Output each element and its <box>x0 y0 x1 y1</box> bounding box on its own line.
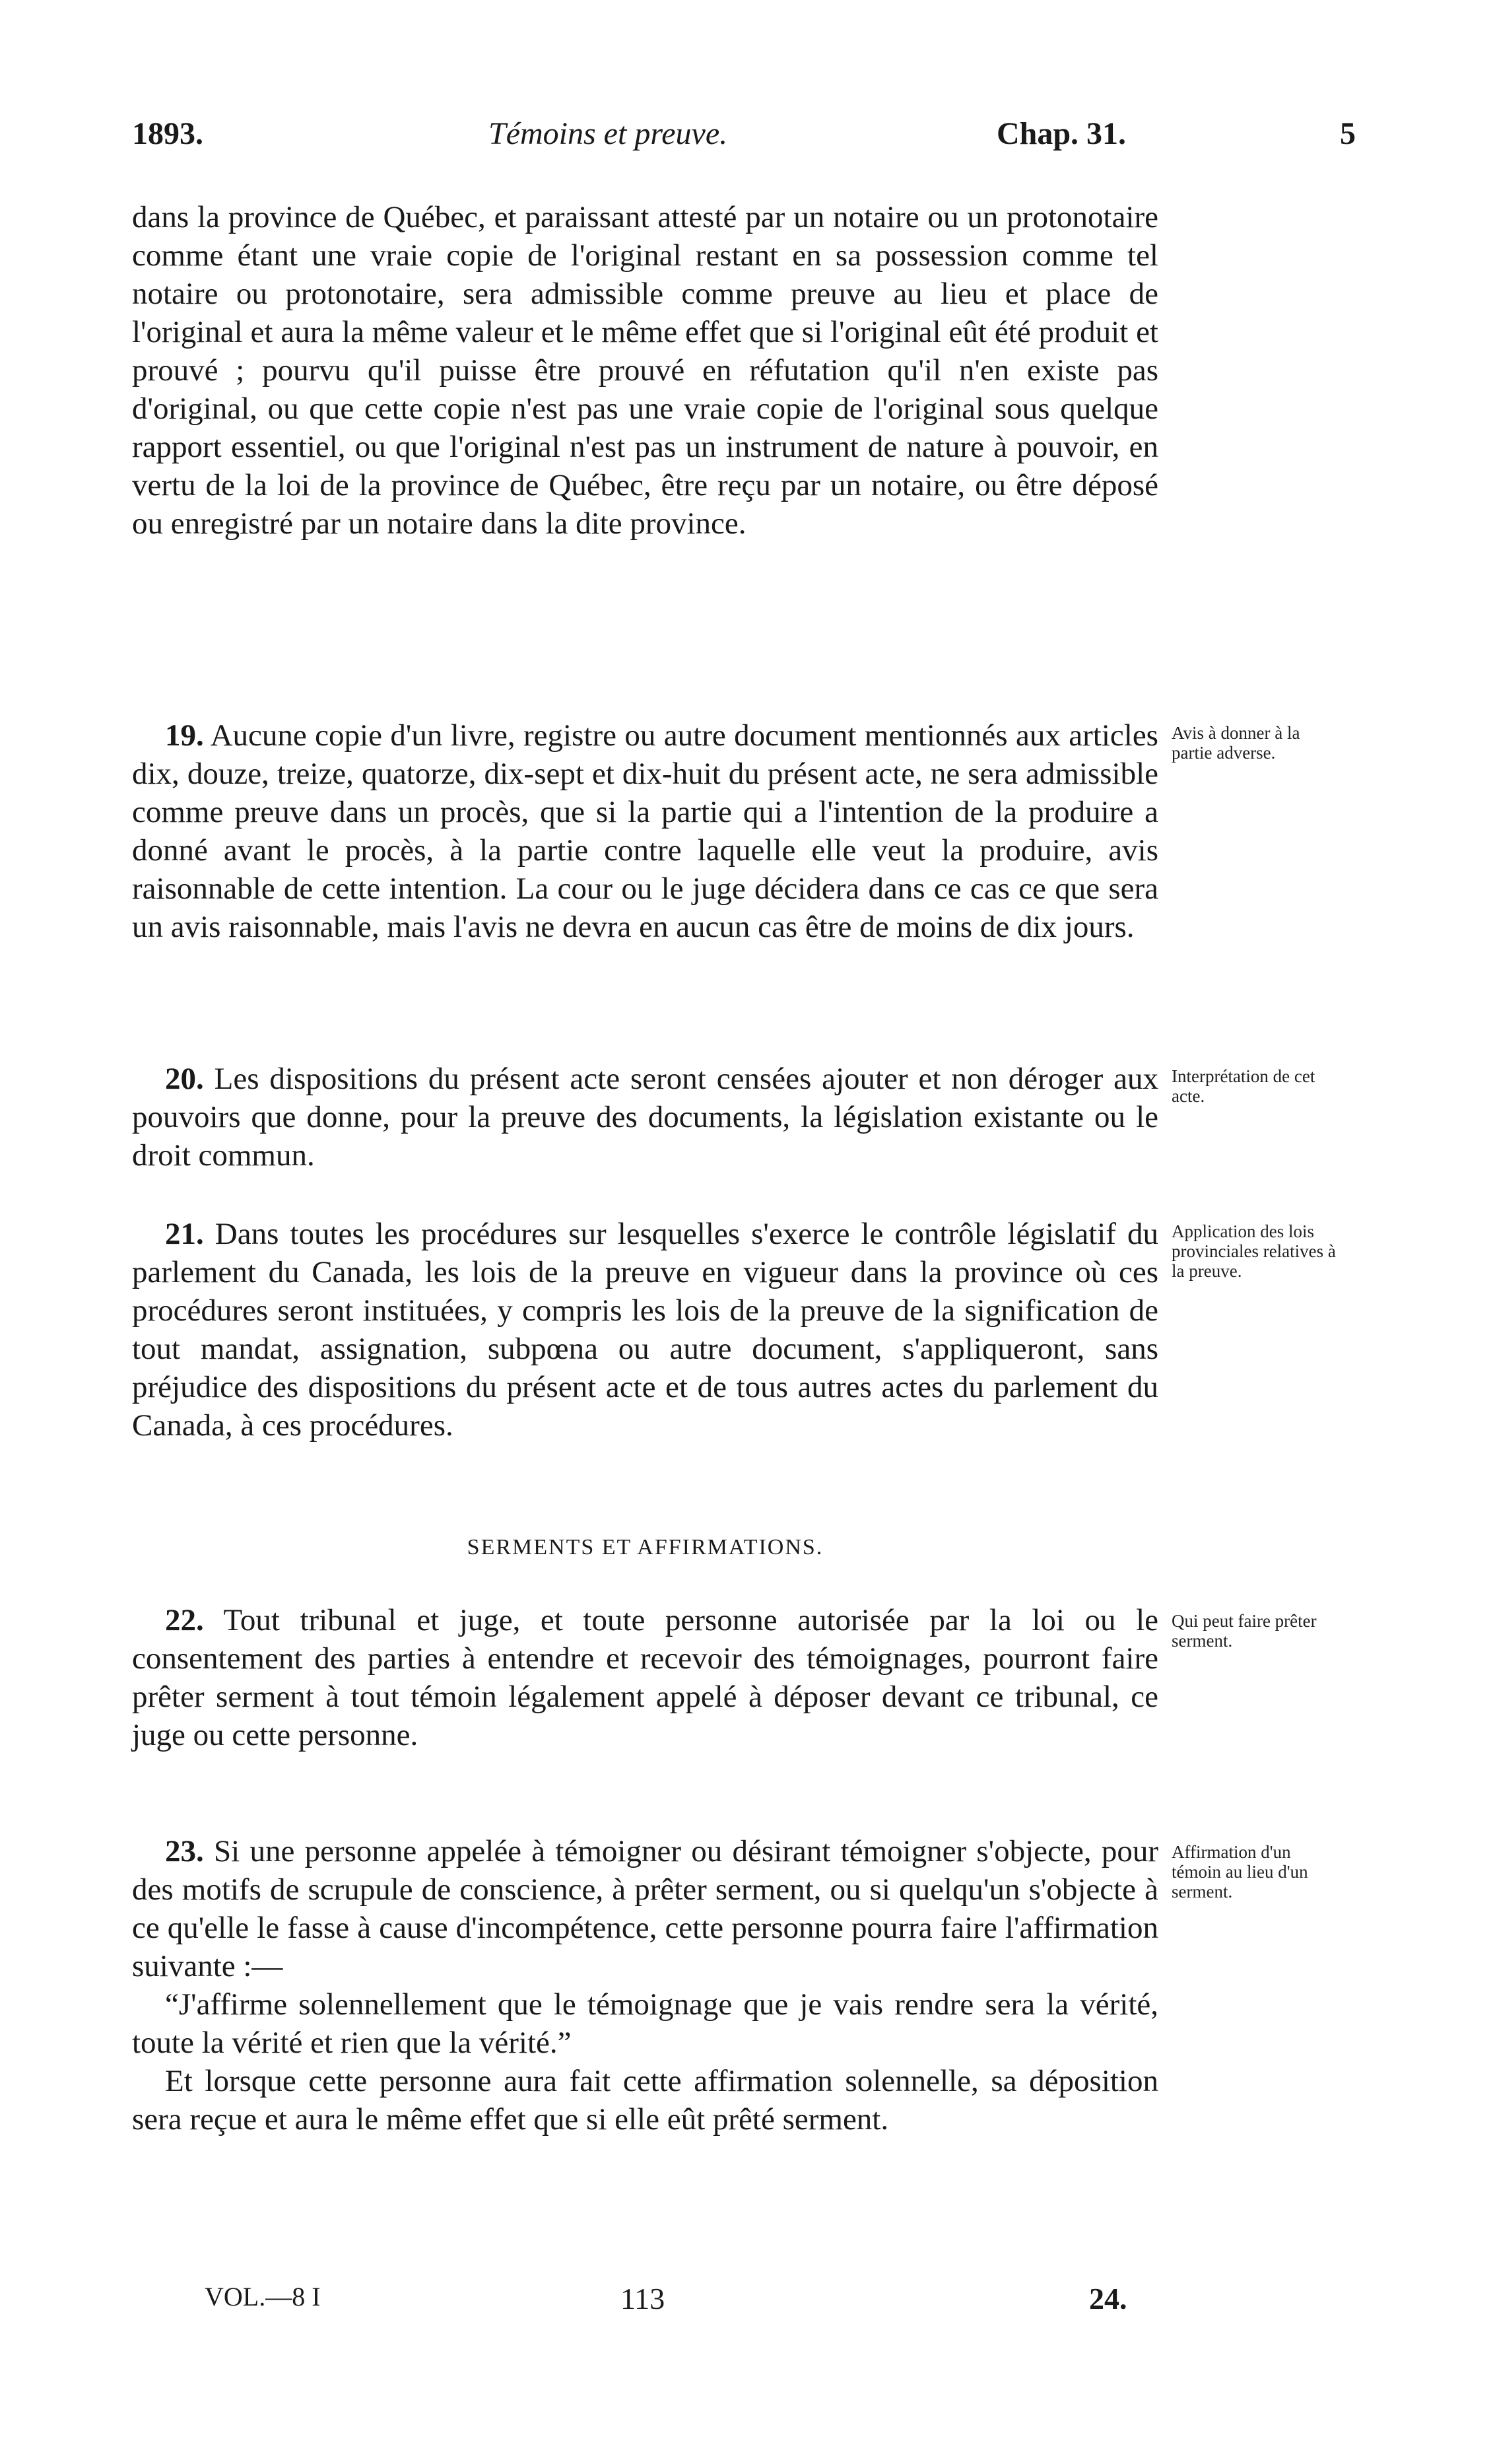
margin-note-20: Interprétation de cet acte. <box>1172 1066 1315 1106</box>
margin-note-23: Affirmation d'un témoin au lieu d'un serment. <box>1172 1842 1308 1901</box>
section-heading: SERMENTS ET AFFIRMATIONS. <box>467 1535 824 1559</box>
section-text: Aucune copie d'un livre, registre ou autre document mentionnés aux articles dix, douze, treize, quatorze, dix-sept et dix-huit du présent acte, ne sera admissible comme preuve dans un procès, que si la partie qui a l'intention de la produire a donné avant le procès, à la partie contre laquelle elle veut la produire, avis raisonnable de cette intention. La cour ou le juge décidera dans ce cas ce que sera un avis raisonnable, mais l'avis ne devra en aucun cas être de moins de dix jours. <box>132 718 1158 944</box>
footer-volume: VOL.—8 I <box>205 2282 321 2311</box>
section-23 <box>132 1832 1158 2139</box>
margin-note-21: Application des lois provinciales relatives à la preuve. <box>1172 1221 1336 1281</box>
page-footer <box>132 2281 1158 2321</box>
section-text: Tout tribunal et juge, et toute personne autorisée par la loi ou le consentement des parties à entendre et recevoir des témoignages, pourront faire prêter serment à tout témoin légalement appelé à déposer devant ce tribunal, ce juge ou cette personne. <box>132 1603 1158 1752</box>
closing-paragraph: Et lorsque cette personne aura fait cette affirmation solennelle, sa déposition sera reçue et aura le même effet que si elle eût prêté serment. <box>132 2064 1158 2137</box>
header-year: 1893. <box>132 116 203 151</box>
paragraph-text: dans la province de Québec, et paraissant attesté par un notaire ou un protonotaire comme étant une vraie copie de l'original restant en sa possession comme tel notaire ou protonotaire, sera admissible comme preuve au lieu et place de l'original et aura la même valeur et le même effet que si l'original eût été produit et prouvé ; pourvu qu'il puisse être prouvé en réfutation qu'il n'en existe pas d'original, ou que cette copie n'est pas une vraie copie de l'original sous quelque rapport essentiel, ou que l'original n'est pas un instrument de nature à pouvoir, en vertu de la loi de la province de Québec, être reçu par un notaire, ou être déposé ou enregistré par un notaire dans la dite province. <box>132 200 1158 541</box>
section-21 <box>132 1215 1158 1445</box>
footer-page-number: 113 <box>620 2282 665 2315</box>
margin-note-19: Avis à donner à la partie adverse. <box>1172 723 1300 763</box>
header-chapter: Chap. 31. <box>997 116 1127 151</box>
section-number: 21. <box>165 1217 204 1251</box>
header-page-number: 5 <box>1340 116 1356 151</box>
section-text: Dans toutes les procédures sur lesquelles s'exerce le contrôle législatif du parlement du Canada, les lois de la preuve en vigueur dans la province où ces procédures seront instituées, y compris les lois de la preuve de la signification de tout mandat, assignation, subpœna ou autre document, s'appliqueront, sans préjudice des dispositions du présent acte et de tous autres actes du parlement du Canada, à ces procédures. <box>132 1217 1158 1443</box>
section-number: 23. <box>165 1834 204 1868</box>
section-text: Les dispositions du présent acte seront censées ajouter et non déroger aux pouvoirs que donne, pour la preuve des documents, la législation existante ou le droit commun. <box>132 1062 1159 1173</box>
running-header <box>132 116 1360 162</box>
footer-next-section: 24. <box>1089 2282 1127 2315</box>
section-number: 19. <box>165 718 204 753</box>
section-20 <box>132 1060 1158 1175</box>
continuation-paragraph <box>132 198 1158 543</box>
section-22 <box>132 1601 1158 1754</box>
oath-quote: “J'affirme solennellement que le témoignage que je vais rendre sera la vérité, toute la vérité et rien que la vérité.” <box>132 1987 1158 2060</box>
section-number: 22. <box>165 1603 204 1637</box>
section-number: 20. <box>165 1062 204 1096</box>
margin-note-22: Qui peut faire prêter serment. <box>1172 1611 1317 1651</box>
header-title: Témoins et preuve. <box>488 116 728 151</box>
section-text: Si une personne appelée à témoigner ou désirant témoigner s'objecte, pour des motifs de scrupule de conscience, à prêter serment, ou si quelqu'un s'objecte à ce qu'elle le fasse à cause d'incompétence, cette personne pourra faire l'affirmation suivante :— <box>132 1834 1158 1983</box>
section-19 <box>132 716 1158 946</box>
